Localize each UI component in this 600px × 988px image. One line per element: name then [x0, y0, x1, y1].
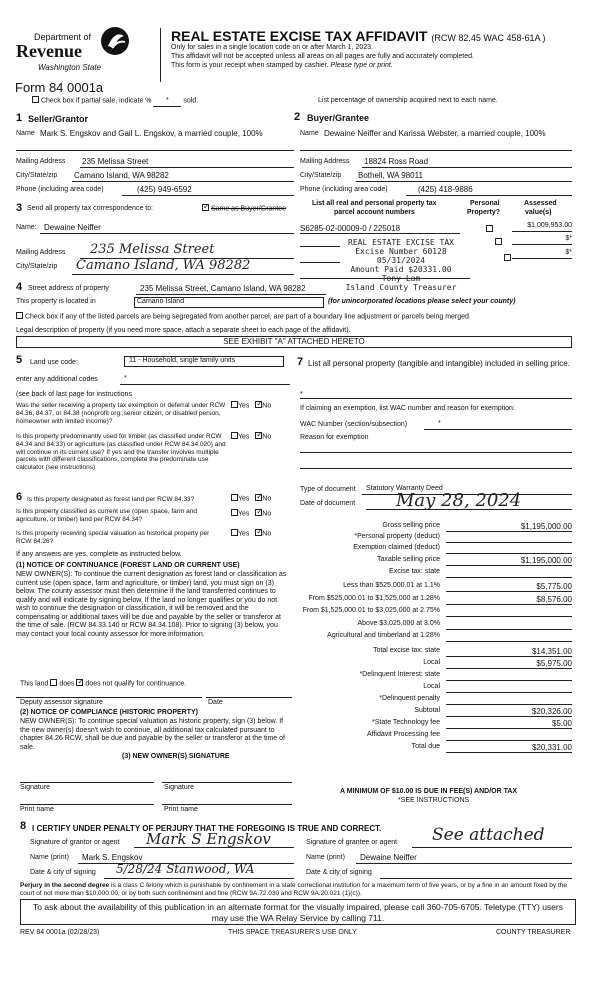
buyer-city[interactable]: Bothell, WA 98011	[358, 171, 423, 180]
owner-print-label-2: Print name	[164, 806, 198, 813]
minimum-fee-note: A MINIMUM OF $10.00 IS DUE IN FEE(S) AND/OR TAX	[340, 788, 518, 795]
owner-signature-label-1: Signature	[20, 784, 50, 791]
q-historic-yes[interactable]	[231, 529, 238, 536]
doc-date-value[interactable]: May 28, 2024	[396, 490, 522, 511]
assessed-header-1: Assessed	[524, 200, 557, 207]
location-note: (for unincorporated locations please select your county)	[328, 298, 516, 305]
same-as-buyer-checkbox[interactable]	[202, 204, 209, 211]
personal-property-checkbox-3[interactable]	[504, 254, 511, 261]
form-number: Form 84 0001a	[15, 80, 104, 95]
tax-row-label: Less than $525,000.01 at 1.1%	[343, 582, 440, 589]
land-does-label: does	[59, 680, 75, 688]
q-forest-answers	[231, 495, 271, 504]
seller-city-label: City/State/zip	[16, 172, 58, 179]
parcel-header-1: List all real and personal property tax	[312, 200, 437, 207]
tax-row-line	[446, 656, 572, 657]
wac-value[interactable]: *	[438, 420, 441, 427]
stamp-line2: Excise Number 60128	[355, 247, 447, 256]
revision-code: REV 84 0001a (02/28/23)	[20, 929, 100, 936]
stamp-line1: REAL ESTATE EXCISE TAX	[348, 238, 454, 247]
q-historic: Is this property receiving special valuation as historical property per RCW 84.26?	[16, 530, 210, 545]
legal-description-field[interactable]	[16, 336, 572, 348]
see-instructions: (see back of last page for instructions	[16, 391, 132, 398]
location-value: Camano Island	[137, 298, 185, 305]
header-line3-italic: Please type or print.	[330, 62, 393, 69]
dept-line1: Department of	[34, 32, 92, 42]
q-historic-yes-label: Yes	[238, 530, 250, 538]
form-title	[171, 28, 546, 45]
q-exemption-yes-label: Yes	[238, 402, 250, 410]
title-text: REAL ESTATE EXCISE TAX AFFIDAVIT	[171, 28, 428, 44]
q-current-use-yes[interactable]	[231, 509, 238, 516]
parcel-number-1[interactable]: S6285-02-00009-0 / 225018	[300, 224, 401, 233]
dor-logo	[16, 26, 144, 80]
tax-row-line	[446, 616, 572, 617]
tax-row-value[interactable]: $14,351.00	[531, 647, 572, 656]
tax-row-label: *State Technology fee	[372, 719, 440, 726]
q-forest-no[interactable]	[255, 494, 262, 501]
street-address[interactable]: 235 Melissa Street, Camano Island, WA 98282	[140, 284, 306, 293]
grantee-print-name[interactable]: Dewaine Neiffer	[360, 853, 417, 862]
tax-row-value[interactable]: $8,576.00	[536, 595, 572, 604]
assessed-value-1[interactable]: $1,009,953.00	[527, 222, 572, 229]
tax-row-label: *Delinquent Interest: state	[359, 671, 440, 678]
tax-row-value[interactable]: $20,331.00	[531, 743, 572, 752]
q-historic-no[interactable]	[255, 529, 262, 536]
tax-row-line	[446, 680, 572, 681]
tax-correspondence-label: Send all property tax correspondence to:	[27, 205, 154, 212]
buyer-mail[interactable]: 18824 Ross Road	[364, 157, 429, 166]
seller-name-label: Name	[16, 130, 35, 137]
dept-line2: Revenue	[16, 41, 82, 61]
percentage-note: List percentage of ownership acquired next to each name.	[318, 97, 498, 104]
location-label: This property is located in	[16, 298, 96, 305]
tax-row-label: Affidavit Processing fee	[366, 731, 440, 738]
land-does-not-checkbox[interactable]	[76, 679, 83, 686]
q-exemption-yes[interactable]	[231, 401, 238, 408]
partial-sale-row	[32, 97, 198, 107]
tax-row-label: *Delinquent penalty	[379, 695, 440, 702]
additional-codes-value[interactable]: *	[124, 375, 127, 382]
notice-1-body: NEW OWNER(S): To continue the current designation as forest land or classification as current use (open space, farm and agriculture, or timber) land, you must sign on (3) below. The county assessor must then determine if the land transferred continues to qualify and will indicate by signing below. If the land no longer qualifies or you do not wish to continue the designation or classification, it will be removed and the compensating or additional taxes will be due and payable by the seller or transferor at the time of sale. (RCW 84.33.140 or RCW 84.34.108). Prior to signing (3) below, you may contact your local county assessor for more information.	[16, 571, 287, 638]
section-5-number: 5	[16, 354, 23, 366]
q-exemption-answers	[231, 402, 271, 411]
treasurer-stamp	[342, 238, 460, 292]
q-current-use-no-label: No	[262, 510, 272, 518]
q-timber-no[interactable]	[255, 432, 262, 439]
tax-row-label: From $525,000.01 to $1,525,000 at 1.28%	[308, 595, 440, 602]
header-line1: Only for sales in a single location code on or after March 1, 2023.	[171, 44, 373, 51]
grantee-name-label: Name (print)	[306, 854, 345, 861]
q-exemption-no-label: No	[262, 402, 272, 410]
accessibility-notice	[20, 899, 576, 925]
same-as-buyer	[202, 205, 286, 214]
corr-name-label: Name:	[16, 224, 37, 231]
q-forest: Is this property designated as forest land per RCW 84.33?	[27, 496, 195, 503]
notice-2-title: (2) NOTICE OF COMPLIANCE (HISTORIC PROPERTY)	[20, 709, 198, 716]
street-address-label: Street address of property	[28, 285, 109, 292]
boundary-row	[16, 313, 471, 322]
assessed-header-2: value(s)	[525, 209, 552, 216]
seller-title: Seller/Grantor	[28, 114, 89, 124]
header-line3-text: This form is your receipt when stamped by cashier.	[171, 62, 329, 69]
tax-row-line	[446, 629, 572, 630]
tax-row-line	[446, 641, 572, 642]
dept-line3: Washington State	[38, 63, 102, 72]
location-select[interactable]	[134, 297, 324, 308]
tax-row-label: Exemption claimed (deduct)	[353, 544, 440, 551]
section-8-number: 8	[20, 820, 27, 832]
section-2-number: 2	[294, 111, 301, 123]
grantor-signature[interactable]: Mark S Engskov	[146, 830, 271, 848]
seller-phone-label: Phone (including area code)	[16, 186, 104, 193]
grantor-print-name[interactable]: Mark S. Engskov	[82, 853, 143, 862]
grantee-signature[interactable]: See attached	[432, 825, 545, 845]
header-line2: This affidavit will not be accepted unless all areas on all pages are fully and accurately completed.	[171, 53, 474, 60]
partial-sale-checkbox[interactable]	[32, 96, 39, 103]
perjury-bold: Perjury in the second degree	[20, 882, 110, 889]
seller-phone[interactable]: (425) 949-6592	[137, 185, 192, 194]
see-instructions-note: *SEE INSTRUCTIONS	[398, 797, 470, 804]
q-timber-answers	[231, 433, 271, 442]
q-timber: Is this property predominantly used for timber (as classified under RCW 84.34 and 84.33) or agriculture (as classified under RCW 84.34.020) and will continue in its current use? If yes and the transfer involves multiple parcels with different classifications, complete the predominate use calculator (see instructions)	[16, 433, 226, 472]
personal-property-checkbox-2[interactable]	[495, 238, 502, 245]
section-3-number: 3	[16, 202, 23, 214]
q-forest-no-label: No	[262, 495, 272, 503]
section-6-number: 6	[16, 491, 23, 503]
tax-row-label: Agricultural and timberland at 1.28%	[327, 632, 440, 639]
buyer-title: Buyer/Grantee	[307, 113, 370, 123]
personal-property-value[interactable]: *	[300, 391, 303, 398]
q-timber-yes[interactable]	[231, 432, 238, 439]
tax-row-label: Above $3,025,000 at 3.0%	[357, 620, 440, 627]
dor-logo-icon	[100, 26, 130, 56]
tax-row-label: Taxable selling price	[376, 556, 440, 563]
stamp-line3: 05/31/2024	[376, 256, 426, 265]
header-line3	[171, 62, 393, 70]
stamp-line5: Tony Lam	[381, 274, 421, 283]
q-timber-yes-label: Yes	[238, 433, 250, 441]
doc-type-label: Type of document	[300, 486, 356, 493]
tax-row-label: Total due	[411, 743, 440, 750]
tax-row-label: From $1,525,000.01 to $3,025,000 at 2.75%	[302, 607, 440, 614]
perjury-notice	[20, 882, 576, 898]
same-as-buyer-label: Same as Buyer/Grantee	[210, 205, 287, 213]
buyer-phone[interactable]: (425) 418-9886	[418, 185, 473, 194]
tax-row-line	[446, 542, 572, 543]
boundary-label: Check box if any of the listed parcels are being segregated from another parcel, are part of a boundary line adjustment or parcels being merged.	[24, 313, 471, 321]
seller-mail[interactable]: 235 Melissa Street	[82, 157, 149, 166]
owner-signature-label-2: Signature	[164, 784, 194, 791]
notice-2-body: NEW OWNER(S): To continue special valuation as historic property, sign (3) below. If the new owner(s) doesn't wish to continue, all additional tax calculated pursuant to chapter 84.26 RCW, shall be due and payable by the seller or transferor at the time of sale.	[20, 718, 285, 751]
tax-row-line	[446, 728, 572, 729]
grantor-sig-label: Signature of grantor or agent	[30, 839, 120, 846]
legal-description-label: Legal description of property (if you need more space, attach a separate sheet to each page of the affidavit).	[16, 327, 351, 334]
tax-row-label: Subtotal	[414, 707, 440, 714]
reason-label: Reason for exemption	[300, 434, 369, 441]
notice-3-title: (3) NEW OWNER(S) SIGNATURE	[122, 753, 230, 760]
stamp-line6: Island County Treasurer	[345, 283, 457, 292]
personal-header-2: Property?	[467, 209, 501, 216]
corr-name[interactable]: Dewaine Neiffer	[44, 223, 101, 232]
land-continuance-row	[20, 680, 186, 689]
seller-city[interactable]: Camano Island, WA 98282	[74, 171, 169, 180]
treasurer-use-only: THIS SPACE TREASURER'S USE ONLY	[228, 929, 357, 936]
tax-row-value[interactable]: $1,195,000.00	[520, 556, 572, 565]
doc-date-label: Date of document	[300, 500, 356, 507]
land-use-label: Land use code:	[30, 359, 78, 366]
if-any-yes: If any answers are yes, complete as instructed below.	[16, 551, 182, 558]
partial-sale-value[interactable]: *	[153, 97, 181, 106]
tax-row-line	[446, 692, 572, 693]
tax-row-value[interactable]: $1,195,000.00	[520, 522, 572, 531]
grantor-name-label: Name (print)	[30, 854, 69, 861]
section-4-number: 4	[16, 281, 23, 293]
partial-sale-suffix: sold.	[183, 97, 199, 105]
land-use-value: 11 - Household, single family units	[129, 357, 236, 364]
tax-row-label: Gross selling price	[382, 522, 440, 529]
grantor-date-label: Date & city of signing	[30, 869, 96, 876]
tax-row-value[interactable]: $5,975.00	[536, 659, 572, 668]
additional-codes-label: enter any additional codes	[16, 376, 98, 383]
tax-row-value[interactable]: $5.00	[551, 719, 572, 728]
tax-row-line	[446, 668, 572, 669]
personal-property-checkbox-1[interactable]	[486, 225, 493, 232]
section-1-number: 1	[16, 112, 23, 124]
owner-print-label-1: Print name	[20, 806, 54, 813]
q-current-use-yes-label: Yes	[238, 510, 250, 518]
q-timber-no-label: No	[262, 433, 272, 441]
land-use-select[interactable]	[124, 356, 284, 367]
tax-row-line	[446, 565, 572, 566]
certify-text: I CERTIFY UNDER PENALTY OF PERJURY THAT THE FOREGOING IS TRUE AND CORRECT.	[32, 824, 382, 833]
buyer-name-label: Name	[300, 130, 319, 137]
tax-row-value[interactable]: $20,326.00	[531, 707, 572, 716]
tax-row-label: Local	[423, 659, 440, 666]
stamp-line4: Amount Paid $20331.00	[350, 265, 452, 274]
partial-sale-label: Check box if partial sale, indicate %	[40, 97, 152, 105]
tax-row-line	[446, 553, 572, 554]
q-current-use-no[interactable]	[255, 509, 262, 516]
tax-row-line	[446, 752, 572, 753]
tax-row-label: Local	[423, 683, 440, 690]
grantee-sig-label: Signature of grantee or agent	[306, 839, 398, 846]
tax-row-label: *Personal property (deduct)	[354, 533, 440, 540]
section-7-number: 7	[297, 356, 304, 368]
q-historic-answers	[231, 530, 271, 539]
q-historic-no-label: No	[262, 530, 272, 538]
tax-row-label: Excise tax: state	[389, 568, 440, 575]
deputy-date-label: Date	[208, 699, 223, 706]
corr-mail[interactable]: 235 Melissa Street	[90, 242, 215, 257]
assessed-value-2[interactable]: $*	[565, 235, 572, 242]
tax-row-line	[446, 591, 572, 592]
buyer-name[interactable]: Dewaine Neiffer and Karissa Webster, a married couple, 100%	[324, 129, 546, 138]
buyer-city-label: City/State/zip	[300, 172, 342, 179]
boundary-checkbox[interactable]	[16, 312, 23, 319]
corr-city-label: City/State/zip	[16, 263, 58, 270]
tax-row-value[interactable]: $5,775.00	[536, 582, 572, 591]
tax-row-label: Total excise tax: state	[373, 647, 440, 654]
tax-row-line	[446, 604, 572, 605]
buyer-phone-label: Phone (including area code)	[300, 186, 388, 193]
q-current-use-answers	[231, 510, 271, 519]
perjury-text: is a class C felony which is punishable by confinement in a state correctional institution for a maximum term of five years, or by a fine in an amount fixed by the court of not more than $10,000.00, or by both such confinement and fine (RCW 9A.72.030 and RCW 9A.20.021 (1)(c)).	[20, 882, 567, 897]
land-label: This land	[20, 680, 49, 688]
q-forest-yes[interactable]	[231, 494, 238, 501]
seller-mail-label: Mailing Address	[16, 158, 66, 165]
tax-row-line	[446, 740, 572, 741]
parcel-header-2: parcel account numbers	[334, 209, 415, 216]
tax-row-line	[446, 716, 572, 717]
q-current-use: Is this property classified as current use (open space, farm and agriculture, or timber) land per RCW 84.34?	[16, 508, 198, 523]
county-treasurer: COUNTY TREASURER	[496, 929, 571, 936]
legal-description-value: SEE EXHIBIT "A" ATTACHED HERETO	[223, 337, 365, 346]
tax-row-line	[446, 704, 572, 705]
q-exemption: Was the seller receiving a property tax exemption or deferral under RCW 84.36, 84.37, or 84.38 (nonprofit org.,senior citizen, or disabled person, homeowner with limited income)?	[16, 402, 226, 425]
q-forest-yes-label: Yes	[238, 495, 250, 503]
doc-type-value[interactable]: Statutory Warranty Deed	[366, 485, 443, 492]
buyer-mail-label: Mailing Address	[300, 158, 350, 165]
wac-label: WAC Number (section/subsection)	[300, 421, 408, 428]
land-does-checkbox[interactable]	[50, 679, 57, 686]
q-exemption-no[interactable]	[255, 401, 262, 408]
grantor-date-city[interactable]: 5/28/24 Stanwood, WA	[116, 862, 255, 876]
assessed-value-3[interactable]: $*	[565, 249, 572, 256]
tax-row-line	[446, 577, 572, 578]
accessibility-text: To ask about the availability of this publication in an alternate format for the visually impaired, please call 360-705-6705. Teletype (TTY) users may use the WA Relay Service by calling 711.	[33, 902, 563, 924]
corr-mail-label: Mailing Address	[16, 249, 66, 256]
personal-property-label: List all personal property (tangible and intangible) included in selling price.	[308, 359, 570, 368]
title-rcw: (RCW 82.45 WAC 458-61A )	[431, 33, 546, 43]
notice-1-title: (1) NOTICE OF CONTINUANCE (FOREST LAND OR CURRENT USE)	[16, 562, 240, 569]
land-does-not-label: does not qualify for continuance.	[85, 680, 187, 688]
seller-name[interactable]: Mark S. Engskov and Gail L. Engskov, a married couple, 100%	[40, 129, 263, 138]
personal-header-1: Personal	[470, 200, 500, 207]
corr-city[interactable]: Camano Island, WA 98282	[76, 258, 251, 273]
exemption-label: If claiming an exemption, list WAC number and reason for exemption:	[300, 405, 515, 412]
deputy-assessor-label: Deputy assessor signature	[20, 699, 103, 706]
grantee-date-label: Date & city of signing	[306, 869, 372, 876]
tax-row-line	[446, 531, 572, 532]
